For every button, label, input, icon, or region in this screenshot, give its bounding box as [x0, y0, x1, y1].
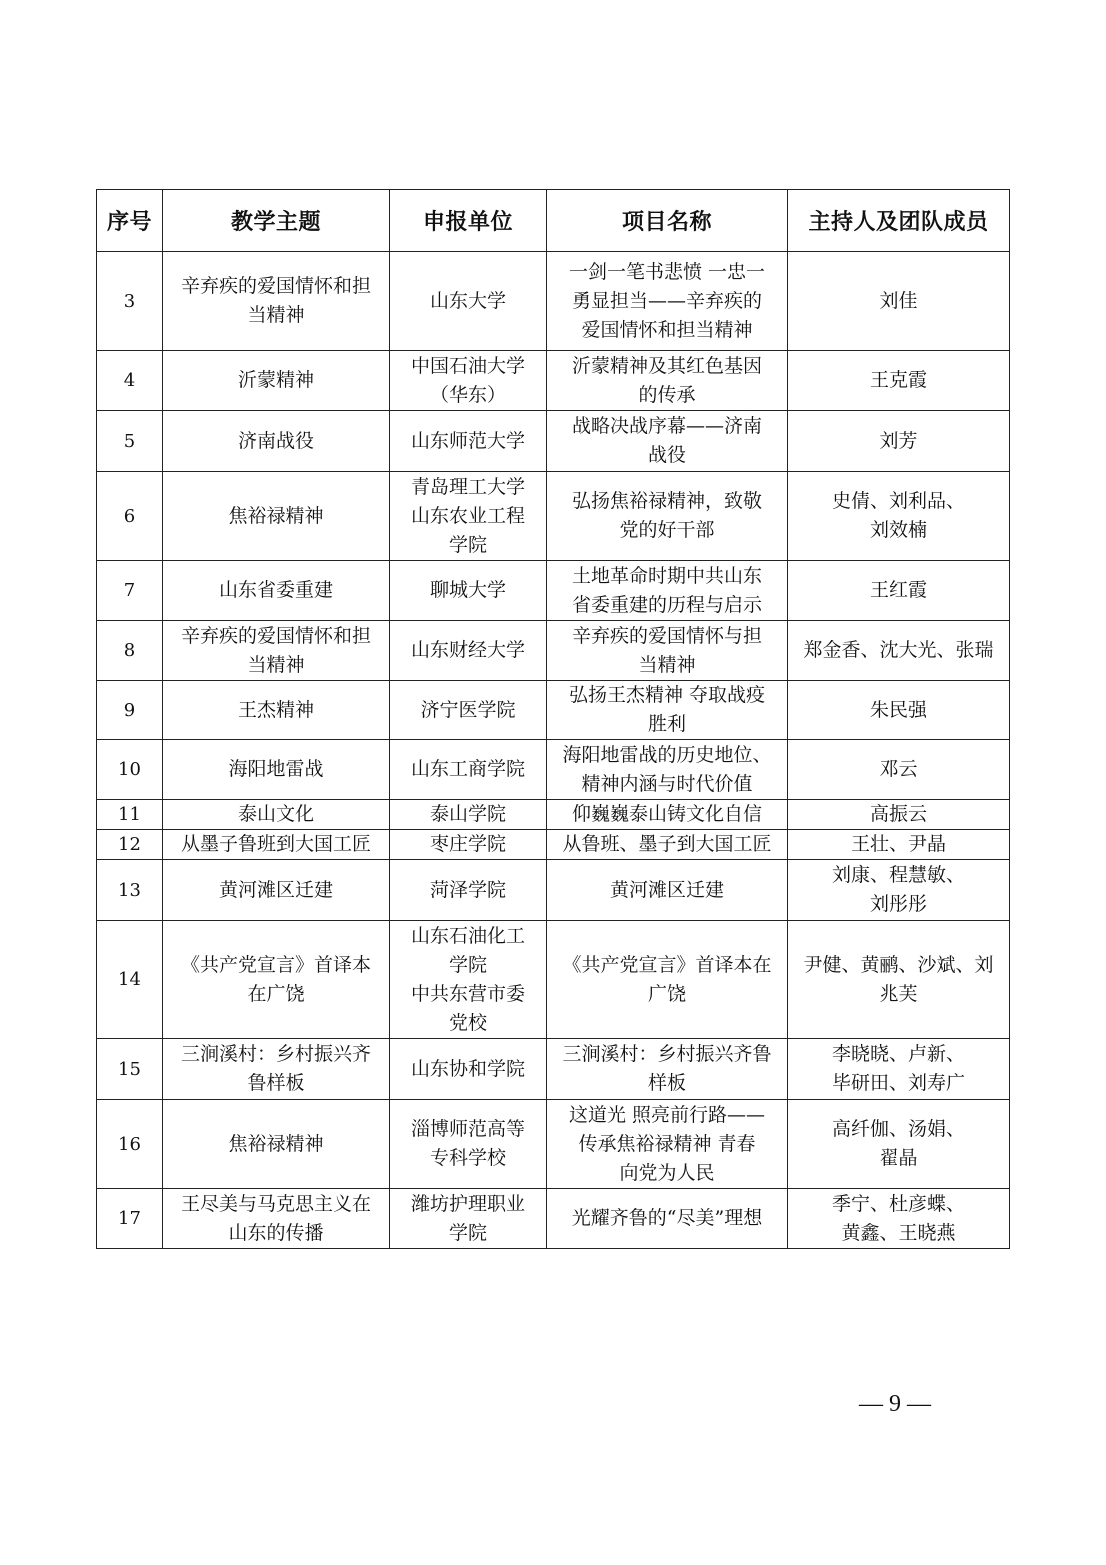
project-table [96, 189, 1010, 1249]
table-row [97, 621, 1010, 681]
cell-seq: 5 [97, 411, 163, 472]
cell-seq: 7 [97, 561, 163, 621]
table-row [97, 1189, 1010, 1249]
cell-unit: 泰山学院 [390, 800, 547, 830]
cell-project: 弘扬王杰精神 夺取战疫 胜利 [547, 681, 788, 740]
cell-project: 沂蒙精神及其红色基因 的传承 [547, 351, 788, 411]
cell-project: 从鲁班、墨子到大国工匠 [547, 830, 788, 860]
header-seq: 序号 [97, 190, 163, 252]
table-row [97, 351, 1010, 411]
cell-seq: 8 [97, 621, 163, 681]
cell-team: 邓云 [788, 740, 1010, 800]
cell-theme: 泰山文化 [163, 800, 390, 830]
cell-project: 这道光 照亮前行路—— 传承焦裕禄精神 青春 向党为人民 [547, 1100, 788, 1189]
cell-project: 《共产党宣言》首译本在 广饶 [547, 921, 788, 1039]
cell-unit: 山东石油化工 学院 中共东营市委 党校 [390, 921, 547, 1039]
table-row [97, 681, 1010, 740]
table-row [97, 561, 1010, 621]
cell-theme: 辛弃疾的爱国情怀和担 当精神 [163, 252, 390, 351]
cell-unit: 青岛理工大学 山东农业工程 学院 [390, 472, 547, 561]
cell-unit: 山东工商学院 [390, 740, 547, 800]
cell-unit: 淄博师范高等 专科学校 [390, 1100, 547, 1189]
cell-team: 尹健、黄鹂、沙斌、刘 兆芙 [788, 921, 1010, 1039]
cell-theme: 《共产党宣言》首译本 在广饶 [163, 921, 390, 1039]
cell-unit: 潍坊护理职业 学院 [390, 1189, 547, 1249]
cell-team: 刘芳 [788, 411, 1010, 472]
cell-theme: 黄河滩区迁建 [163, 860, 390, 921]
cell-project: 战略决战序幕——济南 战役 [547, 411, 788, 472]
cell-project: 海阳地雷战的历史地位、 精神内涵与时代价值 [547, 740, 788, 800]
cell-project: 弘扬焦裕禄精神，致敬 党的好干部 [547, 472, 788, 561]
header-project: 项目名称 [547, 190, 788, 252]
table-row [97, 1100, 1010, 1189]
page-number: — 9 — [859, 1391, 931, 1417]
cell-seq: 11 [97, 800, 163, 830]
header-unit: 申报单位 [390, 190, 547, 252]
cell-seq: 6 [97, 472, 163, 561]
table-row [97, 252, 1010, 351]
cell-project: 仰巍巍泰山铸文化自信 [547, 800, 788, 830]
cell-theme: 焦裕禄精神 [163, 1100, 390, 1189]
cell-unit: 枣庄学院 [390, 830, 547, 860]
table-row [97, 1039, 1010, 1100]
table-body [97, 252, 1010, 1249]
cell-seq: 16 [97, 1100, 163, 1189]
table-row [97, 800, 1010, 830]
cell-unit: 菏泽学院 [390, 860, 547, 921]
cell-team: 季宁、杜彦蝶、 黄鑫、王晓燕 [788, 1189, 1010, 1249]
table-row [97, 472, 1010, 561]
header-theme: 教学主题 [163, 190, 390, 252]
cell-project: 黄河滩区迁建 [547, 860, 788, 921]
cell-theme: 山东省委重建 [163, 561, 390, 621]
cell-project: 光耀齐鲁的“尽美”理想 [547, 1189, 788, 1249]
cell-theme: 王尽美与马克思主义在 山东的传播 [163, 1189, 390, 1249]
table-row [97, 740, 1010, 800]
cell-team: 高振云 [788, 800, 1010, 830]
cell-seq: 17 [97, 1189, 163, 1249]
cell-seq: 12 [97, 830, 163, 860]
cell-theme: 海阳地雷战 [163, 740, 390, 800]
cell-theme: 济南战役 [163, 411, 390, 472]
table-row [97, 830, 1010, 860]
header-team: 主持人及团队成员 [788, 190, 1010, 252]
cell-theme: 焦裕禄精神 [163, 472, 390, 561]
cell-team: 李晓晓、卢新、 毕研田、刘寿广 [788, 1039, 1010, 1100]
cell-seq: 14 [97, 921, 163, 1039]
cell-theme: 王杰精神 [163, 681, 390, 740]
cell-team: 王克霞 [788, 351, 1010, 411]
table-row [97, 411, 1010, 472]
cell-theme: 沂蒙精神 [163, 351, 390, 411]
cell-team: 王红霞 [788, 561, 1010, 621]
cell-project: 辛弃疾的爱国情怀与担 当精神 [547, 621, 788, 681]
cell-unit: 山东师范大学 [390, 411, 547, 472]
cell-seq: 9 [97, 681, 163, 740]
cell-team: 刘佳 [788, 252, 1010, 351]
table-row [97, 860, 1010, 921]
cell-project: 一剑一笔书悲愤 一忠一 勇显担当——辛弃疾的 爱国情怀和担当精神 [547, 252, 788, 351]
cell-team: 刘康、程慧敏、 刘彤彤 [788, 860, 1010, 921]
cell-team: 朱民强 [788, 681, 1010, 740]
cell-seq: 10 [97, 740, 163, 800]
cell-theme: 辛弃疾的爱国情怀和担 当精神 [163, 621, 390, 681]
table-header-row [97, 190, 1010, 252]
cell-unit: 济宁医学院 [390, 681, 547, 740]
cell-project: 三涧溪村：乡村振兴齐鲁 样板 [547, 1039, 788, 1100]
cell-theme: 从墨子鲁班到大国工匠 [163, 830, 390, 860]
cell-team: 王壮、尹晶 [788, 830, 1010, 860]
cell-team: 史倩、刘利品、 刘效楠 [788, 472, 1010, 561]
cell-project: 土地革命时期中共山东 省委重建的历程与启示 [547, 561, 788, 621]
table-row [97, 921, 1010, 1039]
cell-unit: 聊城大学 [390, 561, 547, 621]
cell-team: 郑金香、沈大光、张瑞 [788, 621, 1010, 681]
cell-unit: 山东财经大学 [390, 621, 547, 681]
cell-team: 高纤伽、汤娟、 翟晶 [788, 1100, 1010, 1189]
cell-seq: 15 [97, 1039, 163, 1100]
cell-theme: 三涧溪村：乡村振兴齐 鲁样板 [163, 1039, 390, 1100]
cell-seq: 4 [97, 351, 163, 411]
cell-seq: 13 [97, 860, 163, 921]
cell-unit: 山东协和学院 [390, 1039, 547, 1100]
cell-unit: 山东大学 [390, 252, 547, 351]
cell-unit: 中国石油大学 （华东） [390, 351, 547, 411]
cell-seq: 3 [97, 252, 163, 351]
